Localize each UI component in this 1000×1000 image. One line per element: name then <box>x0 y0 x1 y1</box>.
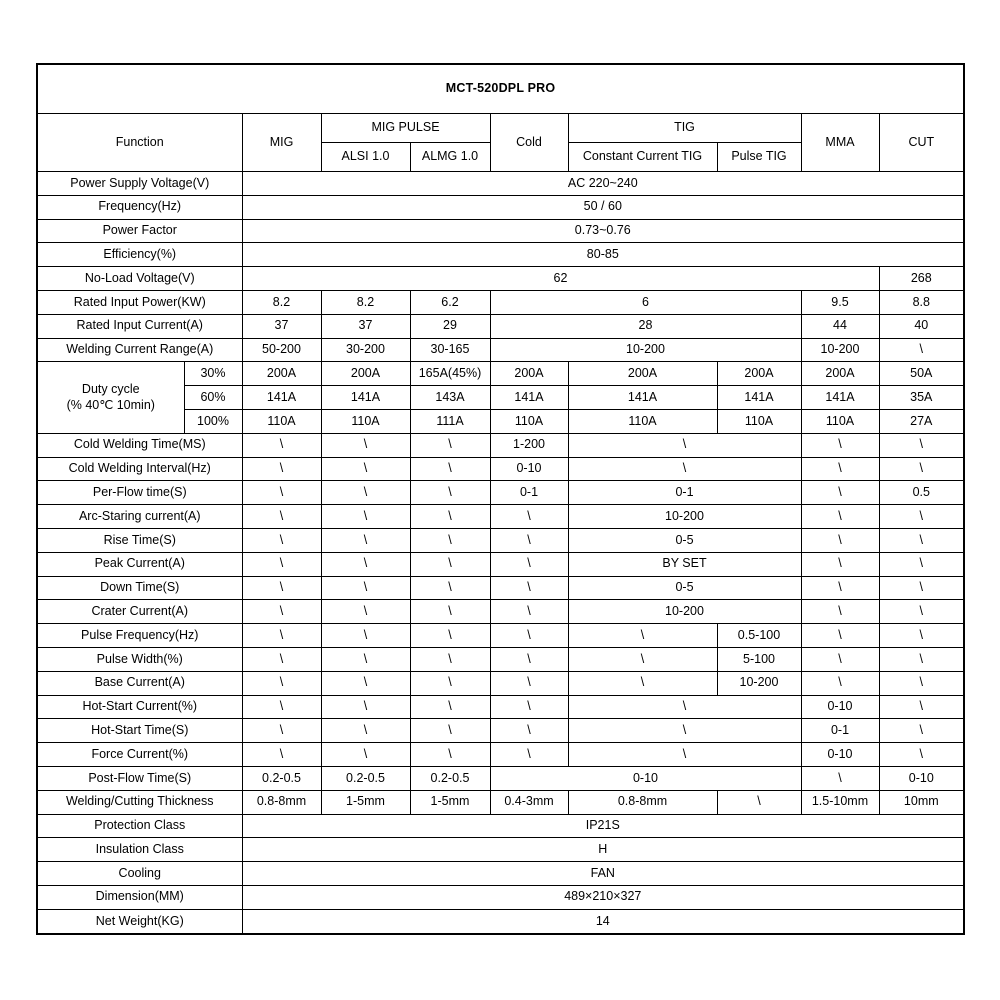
cell-tig: 0-5 <box>568 576 801 600</box>
cell-mig: 0.8-8mm <box>242 790 321 814</box>
row-label: Arc-Staring current(A) <box>37 505 242 529</box>
duty-cycle-level: 60% <box>184 386 242 410</box>
cell-mma: 1.5-10mm <box>801 790 879 814</box>
cell-almg: 6.2 <box>410 290 490 314</box>
cell-cold: \ <box>490 719 568 743</box>
header-almg: ALMG 1.0 <box>410 143 490 172</box>
cell-alsi: \ <box>321 433 410 457</box>
row-label: Base Current(A) <box>37 671 242 695</box>
header-group-row <box>37 114 964 143</box>
row-label: Post-Flow Time(S) <box>37 766 242 790</box>
row-label: Pulse Frequency(Hz) <box>37 624 242 648</box>
cell-tig: BY SET <box>568 552 801 576</box>
cell-mig: 200A <box>242 362 321 386</box>
cell-alsi: \ <box>321 695 410 719</box>
cell-almg: \ <box>410 647 490 671</box>
cell-cold: \ <box>490 695 568 719</box>
cell-almg: \ <box>410 719 490 743</box>
row-label: Frequency(Hz) <box>37 195 242 219</box>
cell-almg: 143A <box>410 386 490 410</box>
table-row <box>37 505 964 529</box>
cell-cut: \ <box>879 338 964 362</box>
cell-mma: \ <box>801 624 879 648</box>
row-label: Cold Welding Time(MS) <box>37 433 242 457</box>
row-label: Per-Flow time(S) <box>37 481 242 505</box>
table-row <box>37 457 964 481</box>
table-row <box>37 314 964 338</box>
table-row <box>37 433 964 457</box>
row-label: Peak Current(A) <box>37 552 242 576</box>
cell-almg: \ <box>410 743 490 767</box>
cell-cut: \ <box>879 457 964 481</box>
cell-value-cut: 268 <box>879 267 964 291</box>
cell-cold: \ <box>490 647 568 671</box>
cell-cut: 10mm <box>879 790 964 814</box>
row-label: Welding Current Range(A) <box>37 338 242 362</box>
row-label: Rise Time(S) <box>37 528 242 552</box>
cell-mig: \ <box>242 457 321 481</box>
cell-almg: \ <box>410 433 490 457</box>
duty-cycle-label-line2: (% 40℃ 10min) <box>66 397 155 412</box>
cell-alsi: 200A <box>321 362 410 386</box>
header-mig-pulse: MIG PULSE <box>321 114 490 143</box>
cell-almg: \ <box>410 528 490 552</box>
table-row <box>37 647 964 671</box>
row-label: Force Current(%) <box>37 743 242 767</box>
table-row <box>37 838 964 862</box>
cell-value: 14 <box>242 909 964 934</box>
cell-tig: 0-5 <box>568 528 801 552</box>
specification-table <box>36 63 965 935</box>
table-row <box>37 671 964 695</box>
cell-cold: \ <box>490 624 568 648</box>
cell-alsi: \ <box>321 576 410 600</box>
cell-tig: 10-200 <box>568 600 801 624</box>
table-row <box>37 743 964 767</box>
cell-cut: \ <box>879 624 964 648</box>
table-row <box>37 481 964 505</box>
cell-cctig: 141A <box>568 386 717 410</box>
cell-cut: 40 <box>879 314 964 338</box>
cell-ptig: 0.5-100 <box>717 624 801 648</box>
cell-mig: 8.2 <box>242 290 321 314</box>
table-row <box>37 243 964 267</box>
page-title: MCT-520DPL PRO <box>37 64 964 114</box>
row-label: Hot-Start Current(%) <box>37 695 242 719</box>
table-row <box>37 909 964 934</box>
cell-alsi: \ <box>321 457 410 481</box>
table-row <box>37 219 964 243</box>
duty-cycle-level: 100% <box>184 409 242 433</box>
cell-value: 0.73~0.76 <box>242 219 964 243</box>
cell-mma: 10-200 <box>801 338 879 362</box>
row-label: Power Factor <box>37 219 242 243</box>
cell-alsi: \ <box>321 528 410 552</box>
cell-tig: \ <box>568 719 801 743</box>
table-row <box>37 172 964 196</box>
table-row <box>37 695 964 719</box>
table-row <box>37 862 964 886</box>
cell-mig: \ <box>242 528 321 552</box>
cell-mma: \ <box>801 457 879 481</box>
row-label: Cold Welding Interval(Hz) <box>37 457 242 481</box>
table-row <box>37 814 964 838</box>
cell-mig: \ <box>242 505 321 529</box>
cell-value: 50 / 60 <box>242 195 964 219</box>
cell-cut: \ <box>879 552 964 576</box>
row-label: Down Time(S) <box>37 576 242 600</box>
cell-mig: \ <box>242 433 321 457</box>
cell-almg: \ <box>410 457 490 481</box>
cell-almg: \ <box>410 671 490 695</box>
table-row <box>37 576 964 600</box>
cell-tig: \ <box>568 457 801 481</box>
cell-almg: \ <box>410 576 490 600</box>
cell-alsi: \ <box>321 600 410 624</box>
cell-almg: \ <box>410 695 490 719</box>
cell-tig: 0-1 <box>568 481 801 505</box>
cell-tig: \ <box>568 433 801 457</box>
cell-cold: 141A <box>490 386 568 410</box>
cell-mma: \ <box>801 576 879 600</box>
row-label: Rated Input Power(KW) <box>37 290 242 314</box>
cell-cut: \ <box>879 505 964 529</box>
table-row <box>37 290 964 314</box>
cell-almg: \ <box>410 505 490 529</box>
cell-mma: \ <box>801 433 879 457</box>
cell-value: 80-85 <box>242 243 964 267</box>
cell-ptig: 200A <box>717 362 801 386</box>
cell-cut: \ <box>879 695 964 719</box>
cell-cut: \ <box>879 600 964 624</box>
cell-value: H <box>242 838 964 862</box>
cell-cut: 50A <box>879 362 964 386</box>
table-row <box>37 624 964 648</box>
header-alsi: ALSI 1.0 <box>321 143 410 172</box>
title-row <box>37 64 964 114</box>
table-row <box>37 790 964 814</box>
cell-mma: 110A <box>801 409 879 433</box>
cell-cctig: 0.8-8mm <box>568 790 717 814</box>
duty-cycle-label-line1: Duty cycle <box>81 381 140 396</box>
cell-alsi: \ <box>321 624 410 648</box>
cell-cctig: \ <box>568 624 717 648</box>
cell-almg: 1-5mm <box>410 790 490 814</box>
row-label: Cooling <box>37 862 242 886</box>
cell-cut: \ <box>879 576 964 600</box>
cell-alsi: \ <box>321 719 410 743</box>
cell-mig: \ <box>242 743 321 767</box>
cell-tig: \ <box>568 695 801 719</box>
cell-value: 62 <box>242 267 879 291</box>
cell-mig: 50-200 <box>242 338 321 362</box>
table-row <box>37 766 964 790</box>
cell-cut: \ <box>879 671 964 695</box>
cell-almg: 30-165 <box>410 338 490 362</box>
cell-cold: 0-1 <box>490 481 568 505</box>
cell-alsi: \ <box>321 743 410 767</box>
row-label: Insulation Class <box>37 838 242 862</box>
cell-cold: 200A <box>490 362 568 386</box>
header-cut: CUT <box>879 114 964 172</box>
cell-mig: \ <box>242 552 321 576</box>
header-function: Function <box>37 114 242 172</box>
cell-cut: \ <box>879 647 964 671</box>
cell-almg: \ <box>410 481 490 505</box>
cell-value: 489×210×327 <box>242 885 964 909</box>
header-mig: MIG <box>242 114 321 172</box>
cell-mma: \ <box>801 671 879 695</box>
duty-cycle-label <box>37 362 184 433</box>
cell-alsi: 0.2-0.5 <box>321 766 410 790</box>
cell-mig: \ <box>242 481 321 505</box>
table-row <box>37 195 964 219</box>
cell-alsi: \ <box>321 505 410 529</box>
cell-cold: 0-10 <box>490 457 568 481</box>
cell-cold: \ <box>490 671 568 695</box>
cell-value: FAN <box>242 862 964 886</box>
table-row <box>37 338 964 362</box>
row-label: Efficiency(%) <box>37 243 242 267</box>
cell-mig: \ <box>242 624 321 648</box>
cell-mig: \ <box>242 600 321 624</box>
header-tig: TIG <box>568 114 801 143</box>
cell-cold: 110A <box>490 409 568 433</box>
cell-tig: \ <box>568 743 801 767</box>
cell-cut: \ <box>879 528 964 552</box>
row-label: Power Supply Voltage(V) <box>37 172 242 196</box>
cell-ptig: \ <box>717 790 801 814</box>
cell-cut: 0.5 <box>879 481 964 505</box>
cell-cut: 8.8 <box>879 290 964 314</box>
cell-mid: 0-10 <box>490 766 801 790</box>
cell-mig: \ <box>242 576 321 600</box>
header-pulse-tig: Pulse TIG <box>717 143 801 172</box>
row-label: Crater Current(A) <box>37 600 242 624</box>
row-label: Protection Class <box>37 814 242 838</box>
duty-cycle-level: 30% <box>184 362 242 386</box>
cell-ptig: 141A <box>717 386 801 410</box>
cell-mig: \ <box>242 695 321 719</box>
cell-mma: 9.5 <box>801 290 879 314</box>
cell-cut: \ <box>879 719 964 743</box>
cell-alsi: 8.2 <box>321 290 410 314</box>
cell-mid: 6 <box>490 290 801 314</box>
cell-cold: \ <box>490 743 568 767</box>
cell-mig: 0.2-0.5 <box>242 766 321 790</box>
table-row <box>37 885 964 909</box>
row-label: Pulse Width(%) <box>37 647 242 671</box>
table-row <box>37 552 964 576</box>
cell-alsi: 37 <box>321 314 410 338</box>
cell-mma: \ <box>801 552 879 576</box>
cell-ptig: 10-200 <box>717 671 801 695</box>
cell-value: IP21S <box>242 814 964 838</box>
table-row <box>37 528 964 552</box>
cell-cold: 0.4-3mm <box>490 790 568 814</box>
cell-value: AC 220~240 <box>242 172 964 196</box>
cell-cctig: 110A <box>568 409 717 433</box>
cell-mid: 28 <box>490 314 801 338</box>
cell-mma: 0-1 <box>801 719 879 743</box>
cell-cut: 27A <box>879 409 964 433</box>
cell-mma: \ <box>801 528 879 552</box>
cell-almg: \ <box>410 624 490 648</box>
cell-almg: 165A(45%) <box>410 362 490 386</box>
header-constant-current-tig: Constant Current TIG <box>568 143 717 172</box>
cell-cold: \ <box>490 528 568 552</box>
cell-cut: \ <box>879 433 964 457</box>
cell-almg: \ <box>410 552 490 576</box>
cell-almg: \ <box>410 600 490 624</box>
table-row <box>37 719 964 743</box>
header-cold: Cold <box>490 114 568 172</box>
cell-mid: 10-200 <box>490 338 801 362</box>
cell-mma: \ <box>801 481 879 505</box>
cell-cut: 0-10 <box>879 766 964 790</box>
cell-mig: 141A <box>242 386 321 410</box>
cell-cold: \ <box>490 505 568 529</box>
cell-cctig: \ <box>568 647 717 671</box>
cell-mig: 110A <box>242 409 321 433</box>
cell-tig: 10-200 <box>568 505 801 529</box>
cell-cold: \ <box>490 552 568 576</box>
cell-mma: 0-10 <box>801 695 879 719</box>
cell-mig: \ <box>242 671 321 695</box>
row-label: Net Weight(KG) <box>37 909 242 934</box>
spec-sheet <box>36 63 964 935</box>
cell-almg: 0.2-0.5 <box>410 766 490 790</box>
cell-cold: \ <box>490 600 568 624</box>
cell-mma: \ <box>801 505 879 529</box>
cell-alsi: \ <box>321 671 410 695</box>
cell-mma: \ <box>801 766 879 790</box>
cell-ptig: 110A <box>717 409 801 433</box>
cell-mma: 44 <box>801 314 879 338</box>
cell-alsi: 141A <box>321 386 410 410</box>
table-row <box>37 267 964 291</box>
duty-cycle-row-30 <box>37 362 964 386</box>
cell-cut: \ <box>879 743 964 767</box>
cell-alsi: 110A <box>321 409 410 433</box>
cell-almg: 29 <box>410 314 490 338</box>
cell-mma: 200A <box>801 362 879 386</box>
cell-cut: 35A <box>879 386 964 410</box>
row-label: Hot-Start Time(S) <box>37 719 242 743</box>
row-label: Rated Input Current(A) <box>37 314 242 338</box>
cell-almg: 111A <box>410 409 490 433</box>
cell-mma: \ <box>801 600 879 624</box>
header-mma: MMA <box>801 114 879 172</box>
cell-mma: 141A <box>801 386 879 410</box>
row-label: Dimension(MM) <box>37 885 242 909</box>
cell-ptig: 5-100 <box>717 647 801 671</box>
cell-alsi: 1-5mm <box>321 790 410 814</box>
cell-mig: 37 <box>242 314 321 338</box>
row-label: Welding/Cutting Thickness <box>37 790 242 814</box>
row-label: No-Load Voltage(V) <box>37 267 242 291</box>
table-row <box>37 600 964 624</box>
cell-alsi: \ <box>321 481 410 505</box>
cell-cold: \ <box>490 576 568 600</box>
cell-cold: 1-200 <box>490 433 568 457</box>
cell-cctig: \ <box>568 671 717 695</box>
cell-mig: \ <box>242 719 321 743</box>
cell-mma: 0-10 <box>801 743 879 767</box>
cell-mma: \ <box>801 647 879 671</box>
cell-alsi: 30-200 <box>321 338 410 362</box>
cell-alsi: \ <box>321 647 410 671</box>
cell-alsi: \ <box>321 552 410 576</box>
cell-cctig: 200A <box>568 362 717 386</box>
cell-mig: \ <box>242 647 321 671</box>
